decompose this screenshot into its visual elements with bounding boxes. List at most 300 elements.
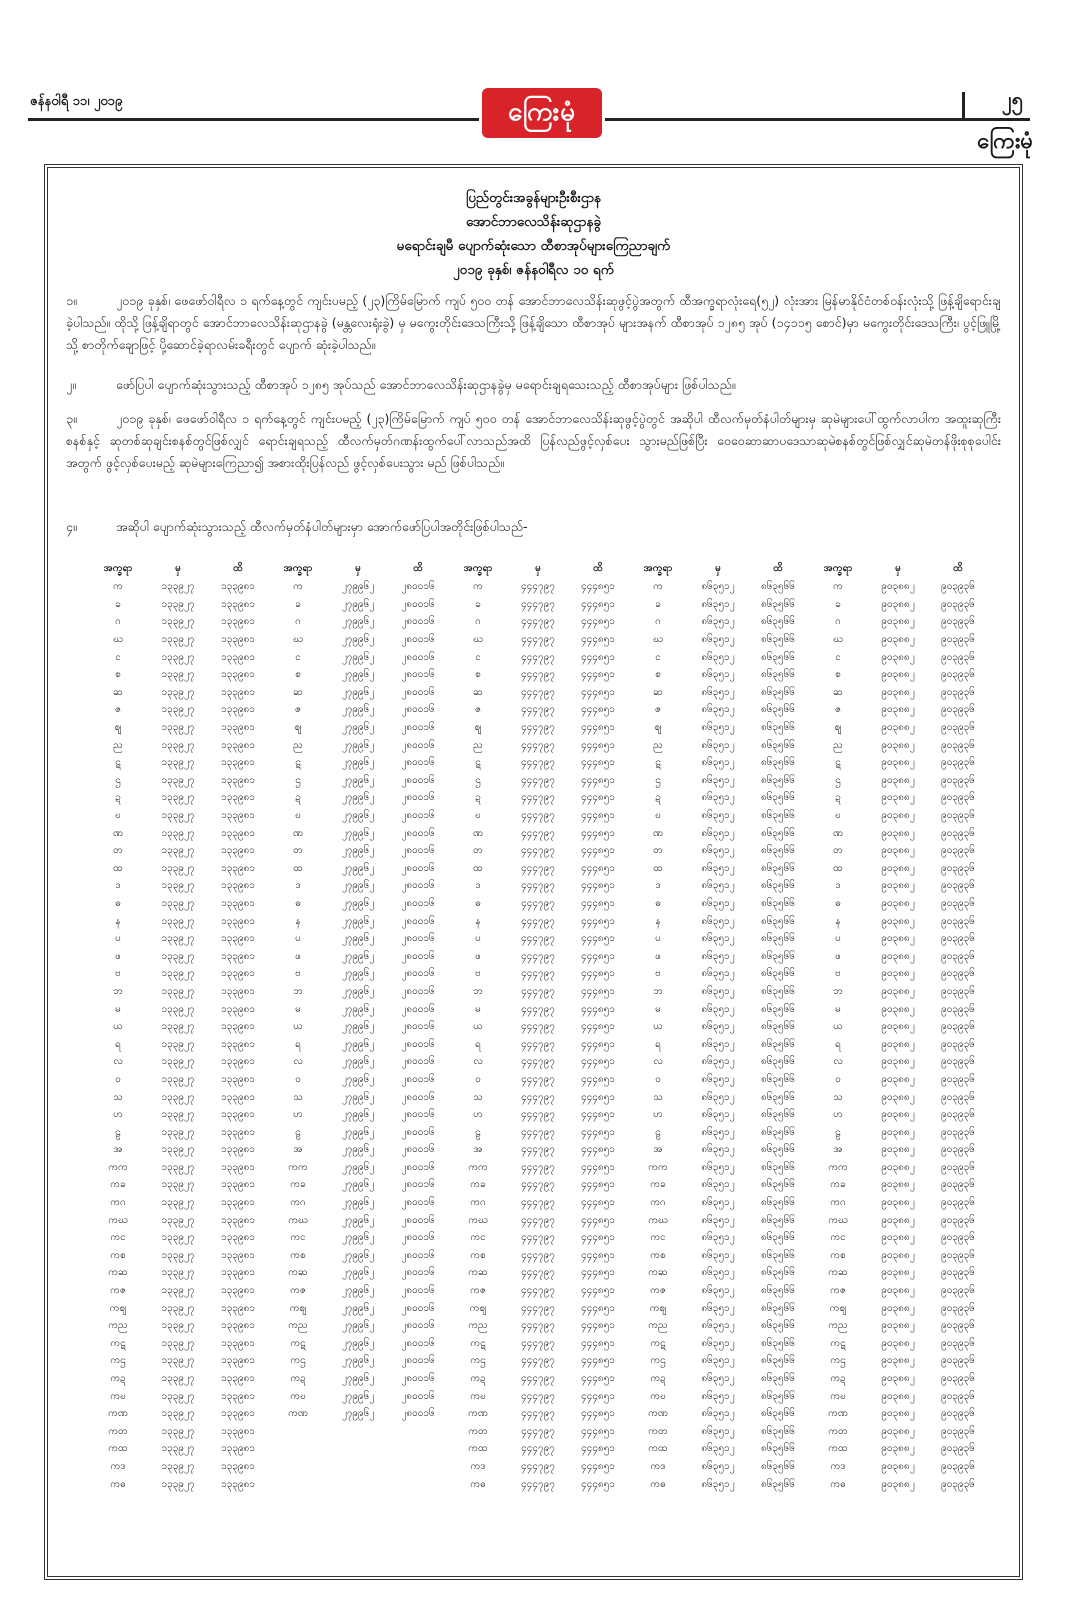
table-cell-to: ၄၄၄၈၅၁ [581,933,615,945]
table-cell-to: ၂၈၀၀၁၆ [401,757,435,769]
table-cell-to: ၁၃၃၉၈၁ [221,1232,255,1244]
table-cell-from: ၈၆၃၅၁၂ [701,1267,735,1279]
table-cell-from: ၉၀၃၈၈၂ [881,616,915,628]
table-cell-from: ၉၀၃၈၈၂ [881,862,915,874]
table-cell-to: ၄၄၄၈၅၁ [581,1249,615,1261]
table-cell-letter: ကဆ [468,1267,488,1279]
table-cell-to: ၄၄၄၈၅၁ [581,704,615,716]
table-cell-letter: ကက [648,1161,668,1173]
table-cell-from: ၁၃၃၉၂၇ [161,722,195,734]
table-cell-letter: ကဌ [470,1355,486,1367]
table-cell-letter: ဟ [833,1109,843,1121]
table-cell-to: ၉၀၃၉၃၆ [941,1337,975,1349]
table-cell-to: ၄၄၄၈၅၁ [581,757,615,769]
notice-header [48,186,1019,282]
table-cell-to: ၁၃၃၉၈၁ [221,1161,255,1173]
table-cell-to: ၁၃၃၉၈၁ [221,862,255,874]
table-cell-to: ၈၆၃၅၆၆ [761,1021,795,1033]
table-cell-letter: ရ [655,1038,661,1050]
table-cell-to: ၂၈၀၀၁၆ [401,581,435,593]
table-cell-from: ၄၄၄၇၉၇ [521,1337,555,1349]
table-cell-letter: ဖ [655,950,661,962]
table-cell-from: ၈၆၃၅၁၂ [701,1478,735,1490]
table-row [88,736,988,754]
table-cell-to: ၉၀၃၉၃၆ [941,933,975,945]
table-cell-from: ၈၆၃၅၁၂ [701,1003,735,1015]
table-cell-letter: ဎ [835,810,841,822]
table-cell-to: ၉၀၃၉၃၆ [941,757,975,769]
table-cell-from: ၉၀၃၈၈၂ [881,792,915,804]
table-cell-to: ၁၃၃၉၈၁ [221,686,255,698]
table-cell-to: ၂၈၀၀၁၆ [401,1144,435,1156]
table-cell-to: ၉၀၃၉၃၆ [941,598,975,610]
paragraph-4 [66,516,1001,538]
table-cell-from: ၈၆၃၅၁၂ [701,1021,735,1033]
table-cell-letter: ဟ [473,1109,483,1121]
table-cell-to: ၉၀၃၉၃၆ [941,704,975,716]
table-cell-letter: ဠ [835,1126,841,1138]
table-cell-from: ၉၀၃၈၈၂ [881,1267,915,1279]
table-cell-from: ၄၄၄၇၉၇ [521,704,555,716]
table-cell-letter: က [113,581,123,593]
table-cell-from: ၈၆၃၅၁၂ [701,1161,735,1173]
table-cell-letter: ကဌ [290,1355,306,1367]
table-cell-to: ၁၃၃၉၈၁ [221,634,255,646]
table-cell-from: ၉၀၃၈၈၂ [881,1478,915,1490]
table-cell-from: ၉၀၃၈၈၂ [881,1425,915,1437]
table-cell-from: ၄၄၄၇၉၇ [521,651,555,663]
table-column-header: အက္ခရာ [463,562,493,574]
table-cell-from: ၁၃၃၉၂၇ [161,1302,195,1314]
table-cell-letter: ကဈ [649,1302,667,1314]
table-cell-to: ၂၈၀၀၁၆ [401,651,435,663]
table-cell-to [388,1475,448,1493]
table-cell-letter: ကဓ [830,1478,846,1490]
table-cell-letter: ဟ [653,1109,663,1121]
table-cell-to: ၁၃၃၉၈၁ [221,845,255,857]
table-cell-from: ၄၄၄၇၉၇ [521,757,555,769]
table-cell-from: ၉၀၃၈၈၂ [881,1091,915,1103]
table-cell-from: ၈၆၃၅၁၂ [701,1337,735,1349]
table-cell-to: ၁၃၃၉၈၁ [221,704,255,716]
table-cell-to: ၉၀၃၉၃၆ [941,1109,975,1121]
table-cell-to: ၁၃၃၉၈၁ [221,1373,255,1385]
table-cell-to: ၈၆၃၅၆၆ [761,634,795,646]
table-cell-from: ၁၃၃၉၂၇ [161,792,195,804]
table-cell-from: ၉၀၃၈၈၂ [881,1126,915,1138]
table-row [88,1458,988,1476]
table-cell-letter: င [115,651,121,663]
table-cell-from: ၁၃၃၉၂၇ [161,1460,195,1472]
table-cell-to: ၁၃၃၉၈၁ [221,1390,255,1402]
table-cell-from: ၁၃၃၉၂၇ [161,651,195,663]
table-cell-from: ၁၃၃၉၂၇ [161,880,195,892]
table-cell-from: ၄၄၄၇၉၇ [521,739,555,751]
table-cell-to: ၉၀၃၉၃၆ [941,985,975,997]
table-cell-from: ၁၃၃၉၂၇ [161,1021,195,1033]
table-cell-from: ၄၄၄၇၉၇ [521,915,555,927]
table-cell-to: ၈၆၃၅၆၆ [761,1443,795,1455]
table-row [88,860,988,878]
table-cell-from: ၁၃၃၉၂၇ [161,1425,195,1437]
table-cell-from: ၂၇၉၉၆၂ [341,651,375,663]
table-cell-to: ၄၄၄၈၅၁ [581,1478,615,1490]
table-cell-to: ၈၆၃၅၆၆ [761,1232,795,1244]
table-cell-letter: ကဓ [110,1478,126,1490]
table-cell-letter: ဓ [655,897,661,909]
table-cell-from: ၄၄၄၇၉၇ [521,933,555,945]
table-cell-to: ၈၆၃၅၆၆ [761,810,795,822]
table-cell-letter: ဌ [835,774,841,786]
table-row [88,1141,988,1159]
table-cell-from: ၄၄၄၇၉၇ [521,634,555,646]
table-cell-letter: ကဏ [828,1408,848,1420]
table-row [88,648,988,666]
table-cell-letter: ဏ [472,827,484,839]
table-cell-to: ၉၀၃၉၃၆ [941,1478,975,1490]
table-cell-from: ၁၃၃၉၂၇ [161,774,195,786]
notice-title-line: အောင်ဘာလေသိန်းဆုဌာနခွဲ [466,214,601,230]
table-cell-to: ၈၆၃၅၆၆ [761,1425,795,1437]
table-cell-letter: ကက [108,1161,128,1173]
table-cell-letter: ဗ [655,968,661,980]
table-cell-letter: ဘ [653,985,663,997]
table-cell-from: ၈၆၃၅၁၂ [701,1390,735,1402]
table-row [88,930,988,948]
table-cell-letter: ဌ [115,774,121,786]
table-cell-from: ၂၇၉၉၆၂ [341,1197,375,1209]
table-cell-from: ၉၀၃၈၈၂ [881,1214,915,1226]
table-cell-letter: ထ [113,862,123,874]
table-cell-from: ၁၃၃၉၂၇ [161,1003,195,1015]
table-cell-from: ၈၆၃၅၁၂ [701,581,735,593]
table-cell-letter: ထ [833,862,843,874]
table-cell-letter: ဃ [653,634,663,646]
table-cell-to: ၈၆၃၅၆၆ [761,862,795,874]
table-cell-letter: ဎ [655,810,661,822]
table-cell-letter: သ [473,1091,483,1103]
table-cell-letter: ကည [828,1320,848,1332]
table-cell-from: ၉၀၃၈၈၂ [881,1285,915,1297]
publication-date: ဇန်နဝါရီ ၁၁၊ ၂၀၁၉ [30,94,123,109]
table-cell-letter: ဈ [114,722,122,734]
table-cell-letter: ကခ [650,1179,666,1191]
table-cell-letter: ကဆ [648,1267,668,1279]
table-cell-to: ၂၈၀၀၁၆ [401,950,435,962]
table-cell-to: ၄၄၄၈၅၁ [581,739,615,751]
table-cell-from: ၄၄၄၇၉၇ [521,581,555,593]
table-row [88,613,988,631]
table-cell-from: ၈၆၃၅၁၂ [701,1214,735,1226]
table-cell-to: ၈၆၃၅၆၆ [761,1249,795,1261]
table-row [88,912,988,930]
table-cell-to: ၉၀၃၉၃၆ [941,1460,975,1472]
table-row [88,754,988,772]
table-row [88,895,988,913]
table-cell-from: ၈၆၃၅၁၂ [701,968,735,980]
table-cell-letter: ကဍ [110,1373,126,1385]
table-cell-from: ၁၃၃၉၂၇ [161,704,195,716]
table-cell-from: ၄၄၄၇၉၇ [521,1408,555,1420]
table-cell-from: ၂၇၉၉၆၂ [341,1161,375,1173]
table-cell-from: ၈၆၃၅၁၂ [701,1355,735,1367]
table-cell-letter: ဆ [653,686,663,698]
table-cell-from: ၉၀၃၈၈၂ [881,1320,915,1332]
table-cell-to: ၂၈၀၀၁၆ [401,827,435,839]
table-cell-letter: အ [653,1144,663,1156]
table-cell-letter: ကဒ [830,1460,846,1472]
table-cell-letter: ကင [650,1232,666,1244]
table-cell-letter: ဒ [475,880,481,892]
table-cell-from: ၂၇၉၉၆၂ [341,1003,375,1015]
table-cell-to: ၄၄၄၈၅၁ [581,897,615,909]
table-cell-from: ၁၃၃၉၂၇ [161,1109,195,1121]
table-cell-letter: ဏ [112,827,124,839]
table-cell-from: ၄၄၄၇၉၇ [521,897,555,909]
table-row [88,1018,988,1036]
table-cell-from: ၂၇၉၉၆၂ [341,616,375,628]
table-cell-from: ၂၇၉၉၆၂ [341,1267,375,1279]
table-cell-from: ၁၃၃၉၂၇ [161,915,195,927]
table-cell-to: ၄၄၄၈၅၁ [581,1109,615,1121]
table-cell-to: ၁၃၃၉၈၁ [221,1285,255,1297]
table-cell-letter: ဗ [295,968,301,980]
table-cell-from: ၄၄၄၇၉၇ [521,722,555,734]
table-cell-letter: ကက [468,1161,488,1173]
table-cell-from: ၄၄၄၇၉၇ [521,827,555,839]
table-cell-to: ၉၀၃၉၃၆ [941,1179,975,1191]
table-cell-letter: ဈ [474,722,482,734]
table-cell-letter: ဌ [655,774,661,786]
table-cell-from: ၂၇၉၉၆၂ [341,880,375,892]
table-cell-from: ၁၃၃၉၂၇ [161,581,195,593]
table-row [88,684,988,702]
table-cell-letter: င [655,651,661,663]
table-cell-from: ၂၇၉၉၆၂ [341,704,375,716]
table-cell-to: ၉၀၃၉၃၆ [941,651,975,663]
table-cell-to: ၉၀၃၉၃၆ [941,810,975,822]
table-cell-to: ၁၃၃၉၈၁ [221,1038,255,1050]
table-cell-letter: ပ [295,933,301,945]
table-row [88,578,988,596]
table-cell-from: ၈၆၃၅၁၂ [701,1460,735,1472]
table-cell-from: ၁၃၃၉၂၇ [161,1179,195,1191]
table-cell-to: ၉၀၃၉၃၆ [941,1144,975,1156]
table-cell-to: ၂၈၀၀၁၆ [401,1197,435,1209]
table-cell-to: ၂၈၀၀၁၆ [401,634,435,646]
paragraph-1 [66,290,1001,356]
table-cell-to: ၄၄၄၈၅၁ [581,1091,615,1103]
table-cell-letter: ဗ [835,968,841,980]
table-cell-to: ၉၀၃၉၃၆ [941,581,975,593]
table-cell-from: ၄၄၄၇၉၇ [521,1214,555,1226]
table-cell-from: ၁၃၃၉၂၇ [161,1161,195,1173]
table-cell-to: ၁၃၃၉၈၁ [221,1249,255,1261]
table-row [88,1440,988,1458]
table-cell-letter: စ [475,669,481,681]
table-cell-from: ၈၆၃၅၁၂ [701,704,735,716]
table-cell-to: ၂၈၀၀၁၆ [401,810,435,822]
table-cell-letter: ဠ [115,1126,121,1138]
table-cell-from: ၉၀၃၈၈၂ [881,598,915,610]
table-row [88,772,988,790]
table-cell-to: ၄၄၄၈၅၁ [581,1460,615,1472]
table-cell-from: ၁၃၃၉၂၇ [161,1144,195,1156]
table-cell-letter: သ [113,1091,123,1103]
table-cell-letter: ည [293,739,303,751]
table-cell-letter: မ [655,1003,661,1015]
table-cell-letter: င [295,651,301,663]
table-column-header: ထိ [413,562,423,574]
table-cell-to: ၉၀၃၉၃၆ [941,1285,975,1297]
table-cell-letter: ဆ [293,686,303,698]
table-cell-letter: ဇ [295,704,301,716]
table-cell-letter: ဈ [294,722,302,734]
table-cell-from: ၉၀၃၈၈၂ [881,1161,915,1173]
table-row [88,1053,988,1071]
table-cell-letter: ထ [473,862,483,874]
table-cell-to: ၉၀၃၉၃၆ [941,616,975,628]
table-cell-letter: ဋ [295,757,301,769]
table-cell-from: ၈၆၃၅၁၂ [701,880,735,892]
table-cell-to: ၁၃၃၉၈၁ [221,598,255,610]
table-cell-letter: ဈ [654,722,662,734]
table-cell-from: ၂၇၉၉၆၂ [341,1056,375,1068]
table-cell-to: ၁၃၃၉၈၁ [221,722,255,734]
table-row [88,701,988,719]
table-cell-to: ၁၃၃၉၈၁ [221,581,255,593]
table-cell-from: ၁၃၃၉၂၇ [161,1126,195,1138]
table-cell-to: ၈၆၃၅၆၆ [761,704,795,716]
table-cell-letter: ည [113,739,123,751]
table-cell-letter: မ [475,1003,481,1015]
table-cell-from: ၈၆၃၅၁၂ [701,1126,735,1138]
table-cell-to: ၁၃၃၉၈၁ [221,1179,255,1191]
table-cell-from: ၉၀၃၈၈၂ [881,1003,915,1015]
table-cell-from: ၄၄၄၇၉၇ [521,985,555,997]
table-cell-to: ၈၆၃၅၆၆ [761,1144,795,1156]
table-cell-letter: ကည [648,1320,668,1332]
table-cell-to: ၉၀၃၉၃၆ [941,1197,975,1209]
table-cell-to: ၈၆၃၅၆၆ [761,651,795,663]
table-cell-letter: ဍ [115,792,121,804]
table-cell-from: ၂၇၉၉၆၂ [341,810,375,822]
table-row [88,1106,988,1124]
table-cell-to: ၉၀၃၉၃၆ [941,1355,975,1367]
table-cell-from: ၈၆၃၅၁၂ [701,1073,735,1085]
table-cell-letter: ဋ [835,757,841,769]
table-cell-from: ၁၃၃၉၂၇ [161,1038,195,1050]
table-cell-letter: ကစ [830,1249,846,1261]
table-cell-letter: ကခ [110,1179,126,1191]
table-row [88,1282,988,1300]
table-cell-to: ၁၃၃၉၈၁ [221,1478,255,1490]
table-cell-to: ၂၈၀၀၁၆ [401,985,435,997]
table-cell-from: ၈၆၃၅၁၂ [701,1373,735,1385]
table-cell-letter: ကဂ [110,1197,126,1209]
table-cell-to: ၄၄၄၈၅၁ [581,1320,615,1332]
table-cell-letter: ကဍ [830,1373,846,1385]
table-cell-to: ၉၀၃၉၃၆ [941,862,975,874]
table-cell-to: ၈၆၃၅၆၆ [761,739,795,751]
table-cell-from: ၄၄၄၇၉၇ [521,950,555,962]
table-cell-to: ၈၆၃၅၆၆ [761,757,795,769]
table-row [88,965,988,983]
table-cell-to: ၄၄၄၈၅၁ [581,1073,615,1085]
table-cell-to: ၈၆၃၅၆၆ [761,1373,795,1385]
table-cell-from: ၉၀၃၈၈၂ [881,1232,915,1244]
table-cell-letter: ခ [295,598,301,610]
table-cell-letter: ကဍ [290,1373,306,1385]
table-cell-to: ၁၃၃၉၈၁ [221,810,255,822]
table-cell-from: ၁၃၃၉၂၇ [161,968,195,980]
table-cell-to: ၈၆၃၅၆၆ [761,1478,795,1490]
table-row [88,1194,988,1212]
table-cell-to: ၁၃၃၉၈၁ [221,757,255,769]
table-cell-letter: ကဓ [650,1478,666,1490]
table-cell-letter: ကဂ [650,1197,666,1209]
table-cell-letter: က [653,581,663,593]
table-cell-letter: လ [473,1056,483,1068]
table-cell-from: ၉၀၃၈၈၂ [881,581,915,593]
table-cell-to: ၁၃၃၉၈၁ [221,1408,255,1420]
table-cell-from: ၄၄၄၇၉၇ [521,845,555,857]
table-cell-to: ၁၃၃၉၈၁ [221,616,255,628]
table-cell-from: ၂၇၉၉၆၂ [341,739,375,751]
table-cell-letter: သ [653,1091,663,1103]
table-cell-to: ၈၆၃၅၆၆ [761,880,795,892]
table-cell-to: ၂၈၀၀၁၆ [401,1109,435,1121]
table-column-header: အက္ခရာ [643,562,673,574]
table-cell-from: ၄၄၄၇၉၇ [521,1056,555,1068]
table-row [88,1370,988,1388]
table-cell-letter: ဒ [295,880,301,892]
table-cell-from: ၈၆၃၅၁၂ [701,1197,735,1209]
table-cell-to: ၁၃၃၉၈၁ [221,1003,255,1015]
table-cell-letter [268,1458,328,1476]
table-cell-to: ၂၈၀၀၁၆ [401,1056,435,1068]
table-cell-letter: ဗ [475,968,481,980]
table-cell-from: ၈၆၃၅၁၂ [701,1249,735,1261]
table-cell-from: ၈၆၃၅၁၂ [701,739,735,751]
table-cell-from: ၁၃၃၉၂၇ [161,634,195,646]
table-cell-letter: ဇ [835,704,841,716]
table-cell-from: ၈၆၃၅၁၂ [701,810,735,822]
table-cell-letter: ကတ [108,1425,128,1437]
table-cell-letter: ကထ [468,1443,488,1455]
table-cell-to: ၄၄၄၈၅၁ [581,1232,615,1244]
table-row [88,596,988,614]
table-cell-to: ၁၃၃၉၈၁ [221,651,255,663]
table-cell-letter: န [835,915,841,927]
table-cell-from: ၈၆၃၅၁၂ [701,616,735,628]
table-cell-to: ၉၀၃၉၃၆ [941,827,975,839]
table-cell-to: ၄၄၄၈၅၁ [581,1267,615,1279]
table-cell-to: ၈၆၃၅၆၆ [761,1126,795,1138]
table-cell-letter: ကတ [828,1425,848,1437]
table-cell-letter: လ [653,1056,663,1068]
table-cell-to: ၄၄၄၈၅၁ [581,1373,615,1385]
table-cell-to: ၁၃၃၉၈၁ [221,827,255,839]
table-cell-from: ၂၇၉၉၆၂ [341,950,375,962]
table-cell-from: ၄၄၄၇၉၇ [521,1021,555,1033]
table-cell-letter: ကည [108,1320,128,1332]
table-cell-letter: ကဃ [288,1214,308,1226]
table-cell-to: ၄၄၄၈၅၁ [581,616,615,628]
table-cell-from: ၂၇၉၉၆၂ [341,862,375,874]
table-cell-letter: တ [113,845,123,857]
table-cell-to: ၄၄၄၈၅၁ [581,598,615,610]
